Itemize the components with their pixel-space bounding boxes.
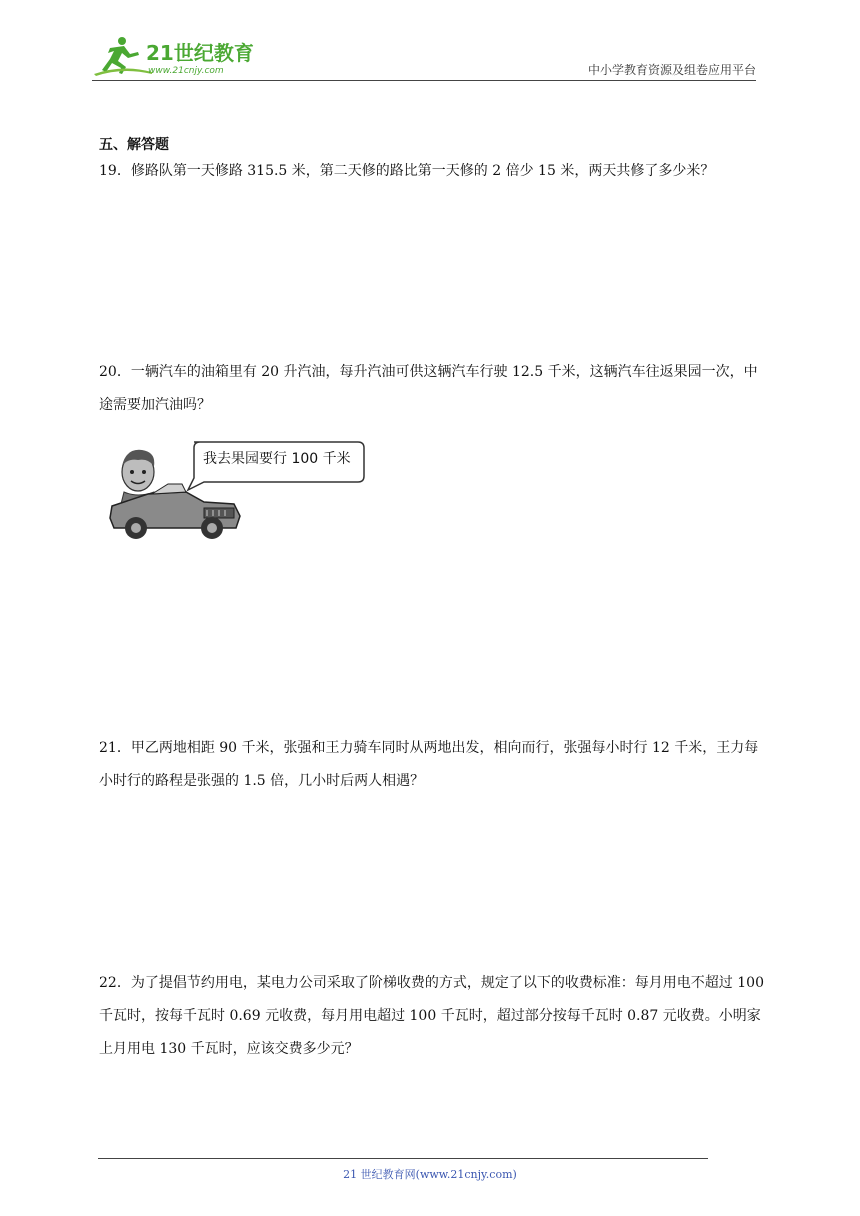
question-20: 20．一辆汽车的油箱里有 20 升汽油，每升汽油可供这辆汽车行驶 12.5 千米，这辆汽车往返果园一次，中途需要加汽油吗？: [99, 364, 758, 413]
runner-icon: [94, 37, 152, 76]
question-19: 19．修路队第一天修路 315.5 米，第二天修的路比第一天修的 2 倍少 15 米，两天共修了多少米？: [99, 163, 715, 179]
logo-text: 21世纪教育: [146, 41, 254, 65]
footer-link[interactable]: 21 世纪教育网(www.21cnjy.com): [343, 1168, 517, 1181]
header-divider: [92, 80, 756, 81]
speech-text: 我去果园要行 100 千米: [203, 451, 351, 467]
section-title: 五、解答题: [99, 137, 169, 153]
header-tagline: 中小学教育资源及组卷应用平台: [587, 63, 756, 77]
question-22: 22．为了提倡节约用电，某电力公司采取了阶梯收费的方式，规定了以下的收费标准：每月用电不超过 100 千瓦时，按每千瓦时 0.69 元收费，每月用电超过 100 千瓦时，超过部分按每千瓦时 0.87 元收费。小明家上月用电 130 千瓦时，应该交费多少元？: [99, 975, 764, 1057]
footer-divider: [98, 1158, 708, 1159]
logo-url: www.21cnjy.com: [148, 66, 224, 76]
car-icon: [110, 484, 240, 539]
question-21: 21．甲乙两地相距 90 千米，张强和王力骑车同时从两地出发，相向而行，张强每小时行 12 千米，王力每小时行的路程是张强的 1.5 倍，几小时后两人相遇？: [99, 740, 759, 789]
site-logo: [92, 34, 262, 78]
